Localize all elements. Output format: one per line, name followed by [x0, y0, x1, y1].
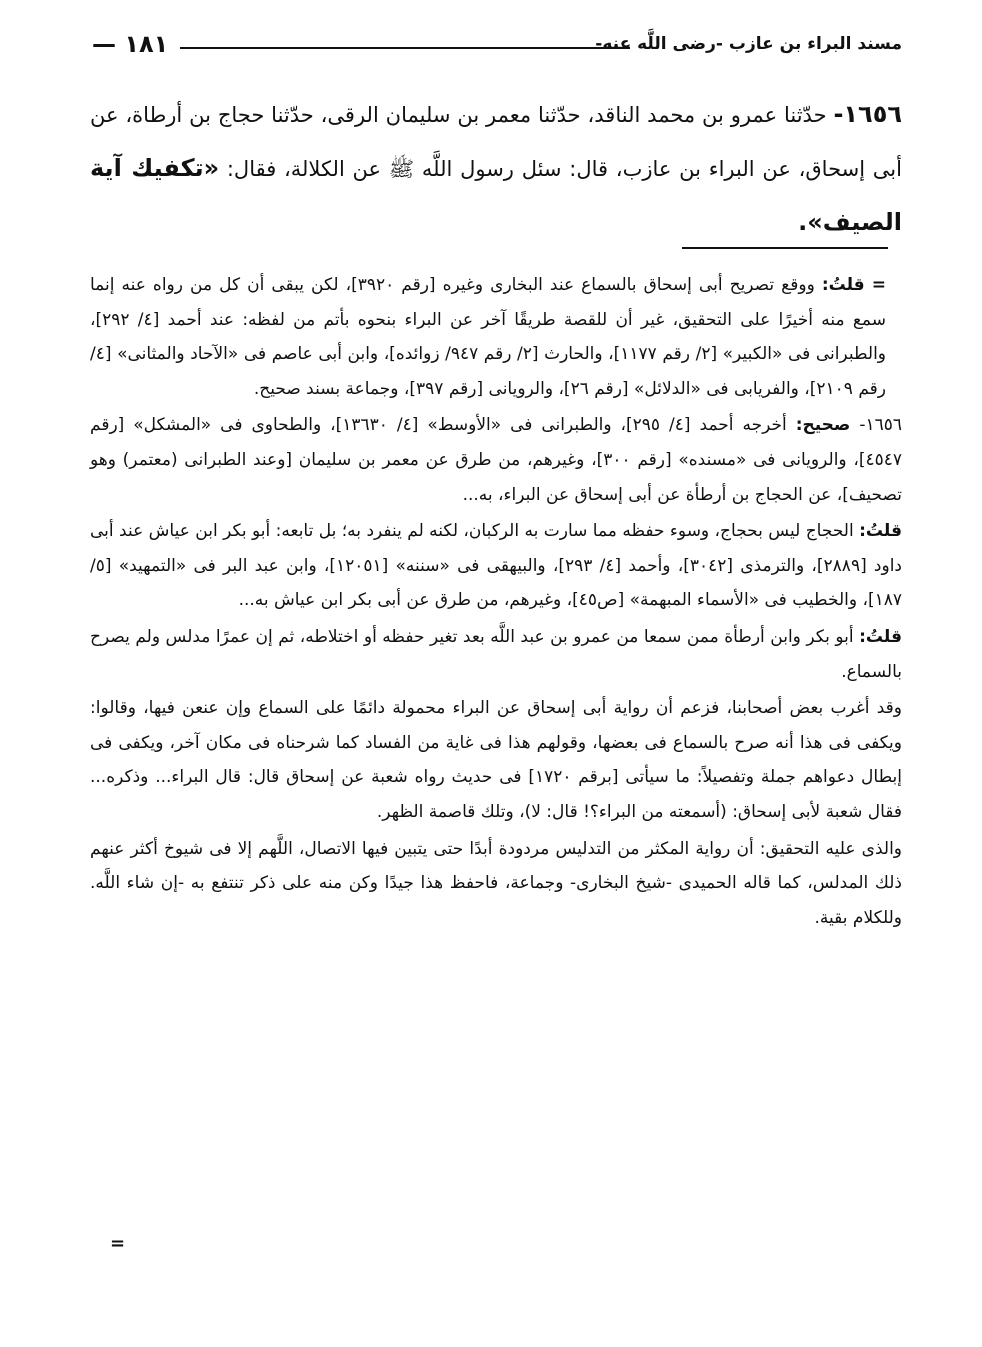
continuation-marker: = [110, 1233, 126, 1254]
hadith-quote: «تكفيك آية الصيف». [90, 154, 902, 236]
note-paragraph [90, 691, 902, 829]
note-continuation [90, 268, 902, 406]
note-text: وقد أغرب بعض أصحابنا، فزعم أن رواية أبى إسحاق عن البراء محمولة دائمًا على السماع وإن عنعن فيها، وقالوا: ويكفى فى هذا أنه صرح بالسماع فى بعضها، وقولهم هذا فى غاية من الفساد كما شرحناه فى مكان آخر، ويكفى فى إبطال دعواهم جملة وتفصيلاً: ما سيأتى [برقم ١٧٢٠] فى حديث رواه شعبة عن إسحاق قال: قال البراء... وذكره... فقال شعبة لأبى إسحاق: (أسمعته من البراء؟! قال: لا)، وتلك قاصمة الظهر. [90, 698, 902, 822]
page-number: — ١٨١ [92, 30, 169, 58]
footnote-separator [682, 247, 888, 249]
note-text: ووقع تصريح أبى إسحاق بالسماع عند البخارى وغيره [رقم ٣٩٢٠]، لكن يبقى أن كل من رواه عنه إنما سمع منه أخيرًا على التحقيق، غير أن للقصة طريقًا آخر عن البراء بنحوه بأتم من لفظه: عند أحمد [٤/ ٢٩٢]، والطبرانى فى «الكبير» [٢/ رقم ١١٧٧]، والحارث [٢/ رقم ٩٤٧/ زوائده]، وابن أبى عاصم فى «الآحاد والمثانى» [٤/ رقم ٢١٠٩]، والفريابى فى «الدلائل» [رقم ٢٦]، والرويانى [رقم ٣٩٧]، وجماعة بسند صحيح. [90, 275, 887, 399]
note-paragraph [90, 514, 902, 618]
note-text: والذى عليه التحقيق: أن رواية المكثر من التدليس مردودة أبدًا حتى يتبين فيها الاتصال، اللَّهم إلا فى شيوخ أكثر عنهم ذلك المدلس، كما قاله الحميدى -شيخ البخارى- وجماعة، فاحفظ هذا جيدًا وكن منه على ذكر تنتفع به -إن شاء اللَّه. وللكلام بقية. [90, 838, 902, 928]
note-grade: صحيح: [795, 415, 851, 436]
note-paragraph [90, 832, 902, 936]
hadith-body: حدّثنا عمرو بن محمد الناقد، حدّثنا معمر بن سليمان الرقى، حدّثنا حجاج بن أرطاة، عن أبى إسحاق، عن البراء بن عازب، قال: سئل رسول اللَّه ﷺ عن الكلالة، فقال: [90, 103, 902, 181]
note-text: أخرجه أحمد [٤/ ٢٩٥]، والطبرانى فى «الأوسط» [٤/ ١٣٦٣٠]، والطحاوى فى «المشكل» [رقم ٤٥٤٧]، والرويانى فى «مسنده» [رقم ٣٠٠]، وغيرهم، من طرق عن معمر بن سليمان [وعند الطبرانى (معتمر) وهو تصحيف]، عن الحجاج بن أرطأة عن أبى إسحاق عن البراء، به... [90, 415, 902, 505]
header-rule [180, 47, 630, 49]
hadith-text [90, 88, 902, 250]
note-label: قلتُ: [821, 275, 865, 295]
note-paragraph [90, 620, 902, 689]
note-label: قلتُ: [859, 626, 902, 647]
continuation-marker: = [871, 275, 886, 295]
note-text: أبو بكر وابن أرطأة ممن سمعا من عمرو بن عبد اللَّه بعد تغير حفظه أو اختلاطه، ثم إن عمرًا مدلس ولم يصرح بالسماع. [90, 626, 902, 682]
footnotes [90, 268, 902, 935]
page-header [92, 30, 902, 64]
note-text: الحجاج ليس بحجاج، وسوء حفظه مما سارت به الركبان، لكنه لم ينفرد به؛ بل تابعه: أبو بكر ابن عياش عند أبى داود [٢٨٨٩]، والترمذى [٣٠٤٢]، وأحمد [٤/ ٢٩٣]، والبيهقى فى «سننه» [١٢٠٥١]، وابن عبد البر فى «التمهيد» [٥/ ١٨٧]، والخطيب فى «الأسماء المبهمة» [ص٤٥]، وغيرهم، من طرق عن أبى بكر ابن عياش به... [90, 521, 902, 611]
running-title: مسند البراء بن عازب -رضى اللَّه عنه- [595, 34, 902, 54]
note-takhrij [90, 408, 902, 512]
note-label: قلتُ: [859, 521, 902, 542]
hadith-number: ١٦٥٦- [833, 100, 902, 128]
note-number: ١٦٥٦- [859, 415, 902, 436]
